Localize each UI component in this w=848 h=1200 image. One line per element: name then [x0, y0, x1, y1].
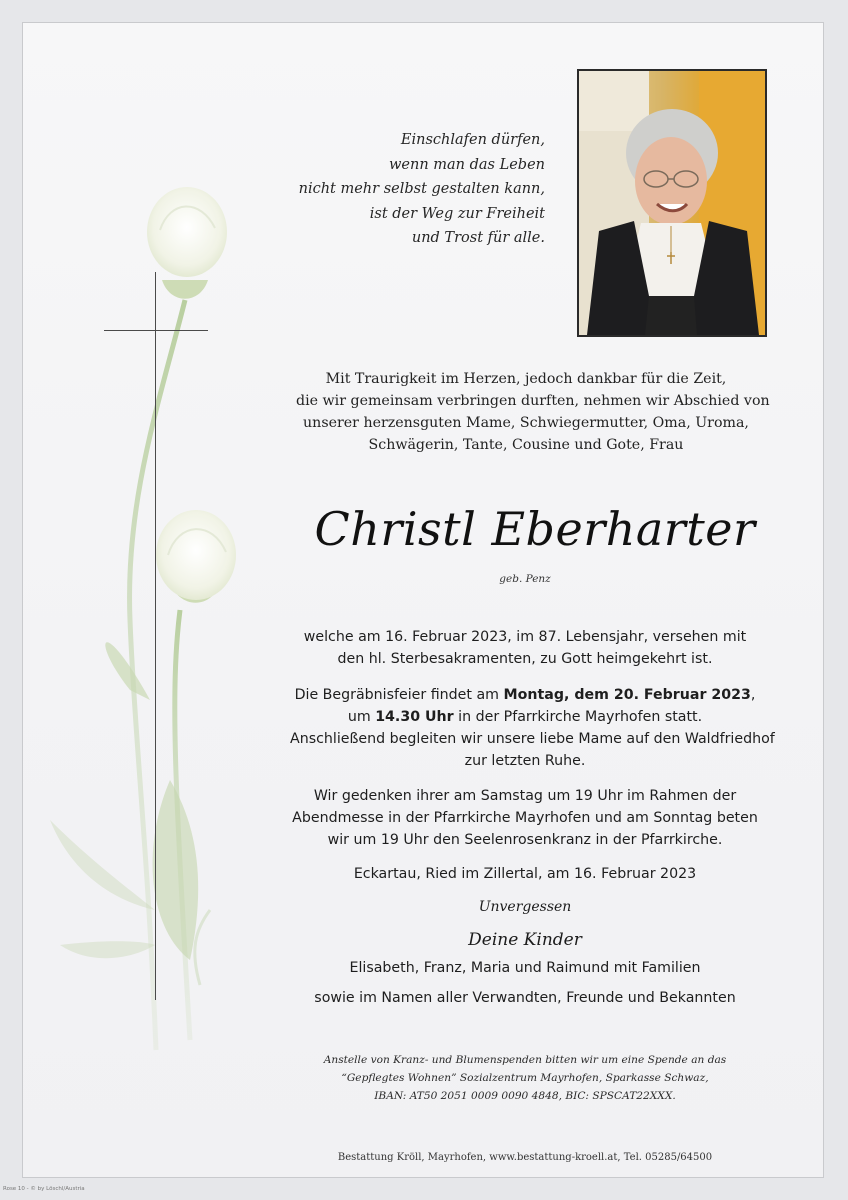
funeral-line-4: zur letzten Ruhe.	[464, 753, 586, 769]
poem	[255, 128, 545, 251]
intro-paragraph	[296, 368, 770, 456]
poem-line: und Trost für alle.	[411, 230, 545, 246]
funeral-home-footer: Bestattung Kröll, Mayrhofen, www.bestattung-kroell.at, Tel. 05285/64500	[337, 1152, 713, 1163]
portrait-photo	[577, 69, 767, 337]
funeral-line-3: Anschließend begleiten wir unsere liebe Mame auf den Waldfriedhof	[290, 731, 775, 747]
death-notice	[290, 626, 760, 670]
intro-line: unserer herzensguten Mame, Schwiegermutter, Oma, Uroma,	[303, 415, 749, 431]
family-line: Elisabeth, Franz, Maria und Raimund mit Familien	[349, 960, 701, 976]
funeral-line-2: um 14.30 Uhr in der Pfarrkirche Mayrhofen statt.	[347, 709, 703, 725]
white-roses-illustration	[30, 170, 260, 1070]
donation-line: IBAN: AT50 2051 0009 0090 4848, BIC: SPSCAT22XXX.	[374, 1090, 676, 1102]
place-date: Eckartau, Ried im Zillertal, am 16. Februar 2023	[353, 866, 697, 882]
cross-horizontal-line	[104, 330, 208, 331]
poem-line: ist der Weg zur Freiheit	[369, 205, 545, 222]
funeral-line-1: Die Begräbnisfeier findet am Montag, dem 20. Februar 2023,	[294, 687, 756, 703]
intro-line: Schwägerin, Tante, Cousine und Gote, Frau	[368, 437, 684, 453]
maiden-name: geb. Penz	[499, 573, 551, 585]
unvergessen-label: Unvergessen	[478, 899, 572, 915]
deine-kinder-label: Deine Kinder	[468, 930, 582, 950]
memorial-line: Wir gedenken ihrer am Samstag um 19 Uhr im Rahmen der	[313, 788, 737, 804]
memorial-line: wir um 19 Uhr den Seelenrosenkranz in der Pfarrkirche.	[327, 832, 723, 848]
poem-line: wenn man das Leben	[388, 156, 545, 173]
cross-vertical-line	[155, 272, 156, 1000]
death-line: welche am 16. Februar 2023, im 87. Lebensjahr, versehen mit	[303, 629, 747, 645]
poem-line: Einschlafen dürfen,	[400, 132, 545, 148]
deceased-name: Christl Eberharter	[314, 502, 756, 556]
funeral-date: Montag, dem 20. Februar 2023	[503, 687, 751, 703]
poem-line: nicht mehr selbst gestalten kann,	[298, 181, 545, 197]
death-line: den hl. Sterbesakramenten, zu Gott heimgekehrt ist.	[337, 651, 713, 667]
image-credit: Rose 10 - © by Löschl/Austria	[3, 1186, 85, 1192]
funeral-time: 14.30 Uhr	[375, 709, 454, 725]
funeral-info	[290, 684, 775, 772]
donation-line: Anstelle von Kranz- und Blumenspenden bitten wir um eine Spende an das	[323, 1054, 727, 1066]
donation-notice	[290, 1051, 760, 1105]
intro-line: Mit Traurigkeit im Herzen, jedoch dankbar für die Zeit,	[325, 371, 727, 387]
memorial-info	[290, 785, 760, 851]
memorial-line: Abendmesse in der Pfarrkirche Mayrhofen und am Sonntag beten	[292, 810, 758, 826]
donation-line: “Gepflegtes Wohnen” Sozialzentrum Mayrhofen, Sparkasse Schwaz,	[341, 1072, 709, 1084]
intro-line: die wir gemeinsam verbringen durften, nehmen wir Abschied von	[296, 393, 770, 409]
family-line: sowie im Namen aller Verwandten, Freunde und Bekannten	[314, 990, 736, 1006]
